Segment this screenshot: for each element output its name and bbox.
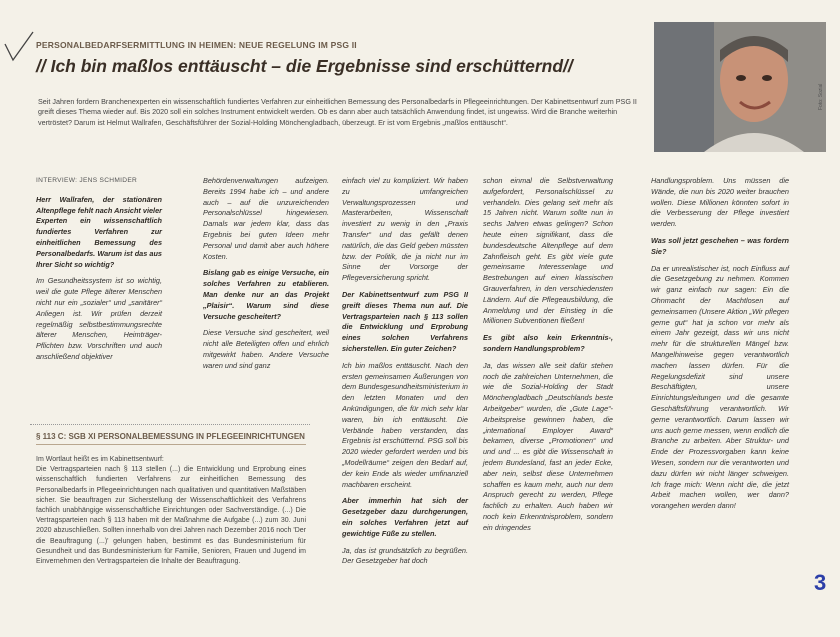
answer-2: Diese Versuche sind gescheitert, weil nicht alle Beteiligten offen und ehrlich mitgewirkt haben. Andere Versuche waren und sind ganz xyxy=(203,328,329,370)
infobox-divider xyxy=(30,424,310,425)
legal-infobox xyxy=(36,432,306,582)
column-4-paragraph: schon einmal die Selbstverwaltung aufgefordert, Personalschlüssel zu verhandeln. Dies gelang seit mehr als 15 Jahren nicht. Warum sollte nun in sechs Jahren etwas gelingen? Schon heute einen signifikant, dass die bundesdeutsche Altenpflege auf dem Zahnfleisch geht. Es gibt viele gute gemeinsame Interessenlage und Bestrebungen auf einen klassischen Grauverfahren, in den verschiedensten Ländern. Auf die Pflegeausbildung, die Anmeldung und der Einstieg in die Millionen Subventionen fließen! xyxy=(483,176,613,326)
portrait-image xyxy=(654,22,826,152)
column-5-paragraph: Handlungsproblem. Uns müssen die Wände, die nun bis 2020 weiter brauchen wollen. Diese Millionen könnten sofort in die Verbesserung der Pflege investiert werden. xyxy=(651,176,789,229)
infobox-text: Die Vertragsparteien nach § 113 stellen (...) die Entwicklung und Erprobung eines wissenschaftlich fundierten Verfahrens zur einheitlichen Bemessung des Personalbedarfs in Pflegeeinrichtungen nach qualitativen und quantitativen Maßstäben sicher. Sie beauftragen zur Sicherstellung der Wissenschaftlichkeit des Verfahrens fachlich unabhängige wissenschaftliche Einrichtungen oder Sachverständige. (...) Die Vertragsparteien nach § 113 haben mit der Maßnahme die Aufgabe (...) zum 30. Juni 2020 abzuschließen. Sollten innerhalb von drei Jahren nach Dezember 2016 noch 'Der die Beauftragung (...)' gelungen haben, bestimmt es das Bundesministerium für Gesundheit und das Bundesministerium für Familie, Senioren, Frauen und Jugend im Einvernehmen den Vertragsparteien die Inhalte der Beauftragung. xyxy=(36,466,306,566)
photo-credit: Foto: Sozial xyxy=(818,83,824,110)
article-headline: // Ich bin maßlos enttäuscht – die Ergebnisse sind erschütternd// xyxy=(36,56,573,76)
question-4: Aber immerhin hat sich der Gesetzgeber dazu durchgerungen, ein solches Verfahren jetzt auf gewichtige Füße zu stellen. xyxy=(342,496,468,538)
question-1: Herr Wallrafen, der stationären Altenpflege fehlt nach Ansicht vieler Experten ein wissenschaftlich fundiertes Verfahren zur einheitlichen Bemessung des Personalbedarfs. Warum ist das aus Ihrer Sicht so wichtig? xyxy=(36,194,162,269)
article-intro: Seit Jahren fordern Branchenexperten ein wissenschaftlich fundiertes Verfahren zur einheitlichen Bemessung des Personalbedarfs in Pflegeeinrichtungen. Der Kabinettsentwurf zum PSG II greift dieses Thema wieder auf. Bis 2020 soll ein solches Instrument entwickelt werden. Ob es dann aber auch tatsächlich Anwendung findet, ist ungewiss. Wird die Branche weiterhin vertröstet? Darum ist Helmut Wallrafen, Geschäftsführer der Sozial-Holding Mönchengladbach, überzeugt. Er ist vom Ergebnis „maßlos enttäuscht“. xyxy=(38,97,637,127)
answer-6: Da er unrealistischer ist, noch Einfluss auf die Gesetzgebung zu nehmen. Kommen wir ganz einfach nur sagen: Ein die Ohnmacht der Machtlosen auf gemeinsamen (Unsere Aktion „Wir pflegen gerne gut“ hat ja schon vor mehr als einem Jahr gezeigt, dass wir uns nicht mehr für die strukturellen Mängel bzw. Mangelhinweise gegen verantwortlich machen lassen dürfen. Für die Regelungsdefizit sind unsere Beschäftigten, unsere Einrichtungsleitungen und die gesamte Geschäftsführung verantwortlich. Wir gerne verantwortlich. Darum lassen wir uns auch gerne messen, wenn endlich die Branche zu arbeiten. Aber Struktur- und Ende der Prozessvorgaben kann keine Wesen, sondern nur die verantworten und dazu dürfen wir nicht länger schweigen. Ich frage mich: Wenn nicht die, die jetzt Arbeit machen wollen, wer dann? vorangehen werden dann! xyxy=(651,263,789,511)
checkmark-icon xyxy=(3,30,35,64)
answer-3: Ich bin maßlos enttäuscht. Nach den ersten gemeinsamen Äußerungen von dem Bundesgesundheitsministerium in den letzten Monaten und den Ankündigungen, die für mich sehr klar waren, bin ich enttäuscht. Die Verbände haben verstanden, das Ergebnis ist erschütternd. PSG soll bis 2020 wieder gefordert werden und bis „Modellräume“ zeigen den Bedarf auf, der kein Ende als wieder umfinanziell machbaren erscheint. xyxy=(342,360,468,489)
infobox-body xyxy=(36,455,306,567)
portrait-photo xyxy=(654,22,826,152)
answer-5: Ja, das wissen alle seit dafür stehen noch die zahlreichen Unternehmen, die wie die Sozial-Holding der Stadt Mönchengladbach „Deutschlands beste Arbeitgeber“ wurden, die „Gute Lage“-Arbeitspreise gewinnen haben, die „international Employer Award“ bekamen, diverse „Promotionen“ und und und ... es gibt die Wissenschaft in jedem Bundesland, fast an jeder Ecke, aber nein, selbst diese Unternehmen schaffen es kaum mehr, auch nur dem Anspruch gerecht zu werden, Pflege fachlich zu erhalten. Auch haben wir noch kein Erkenntnisproblem, sondern ein dringendes xyxy=(483,360,613,532)
text-column-2 xyxy=(203,176,329,378)
infobox-subtitle: Im Wortlaut heißt es im Kabinettsentwurf: xyxy=(36,456,164,463)
text-column-1 xyxy=(36,176,162,369)
question-6: Was soll jetzt geschehen – was fordern Sie? xyxy=(651,235,789,256)
text-column-3 xyxy=(342,176,468,573)
article-kicker: PERSONALBEDARFSERMITTLUNG IN HEIMEN: NEUE REGELUNG IM PSG II xyxy=(36,40,357,50)
question-3: Der Kabinettsentwurf zum PSG II greift dieses Thema nun auf. Die Vertragsparteien nach § 113 sollen die Entwicklung und Erprobung eines solchen Verfahrens sicherstellen. Ein guter Zeichen? xyxy=(342,289,468,353)
answer-1: Im Gesundheitssystem ist so wichtig, weil die gute Pflege älterer Menschen nicht nur ein „sozialer“ und „sanitärer“ Anliegen ist. Wir prüfen derzeit regelmäßig selbstbestimmungsrechte älterer Menschen, Heimträger-Pflichten bzw. Vorschriften und auch anschließend objektiver xyxy=(36,276,162,361)
infobox-title: § 113 C: SGB XI PERSONALBEMESSUNG IN PFLEGEEINRICHTUNGEN xyxy=(36,432,306,445)
column-3-paragraph: einfach viel zu kompliziert. Wir haben zu umfangreichen Verwaltungsprozessen und Masterarbeiten, Wissenschaft investiert zu wenig in den „Praxis Transfer“ und das gefällt denen natürlich, die das Geld geben müssten bzw. der Politik, die ja nicht nur im Sinne der Vorsorge der Pflegeversicherung spricht. xyxy=(342,176,468,283)
question-5: Es gibt also kein Erkenntnis-, sondern Handlungsproblem? xyxy=(483,333,613,353)
column-2-paragraph: Behördenverwaltungen aufzeigen. Bereits 1994 habe ich – und andere auch – auf die unzureichenden Personalschlüssel hingewiesen. Damals war jedem klar, dass das Ergebnis bei guten Ideen mehr Personal und damit aber auch höhere Kosten. xyxy=(203,176,329,261)
answer-4: Ja, das ist grundsätzlich zu begrüßen. Der Gesetzgeber hat doch xyxy=(342,545,468,566)
question-2: Bislang gab es einige Versuche, ein solches Verfahren zu etablieren. Man denke nur an das Projekt „Plaisir“. Warum sind diese Versuche gescheitert? xyxy=(203,268,329,321)
byline: INTERVIEW: JENS SCHMIDER xyxy=(36,177,138,184)
page-number: 3 xyxy=(814,570,827,595)
text-column-4 xyxy=(483,176,613,540)
text-column-5 xyxy=(651,176,789,518)
